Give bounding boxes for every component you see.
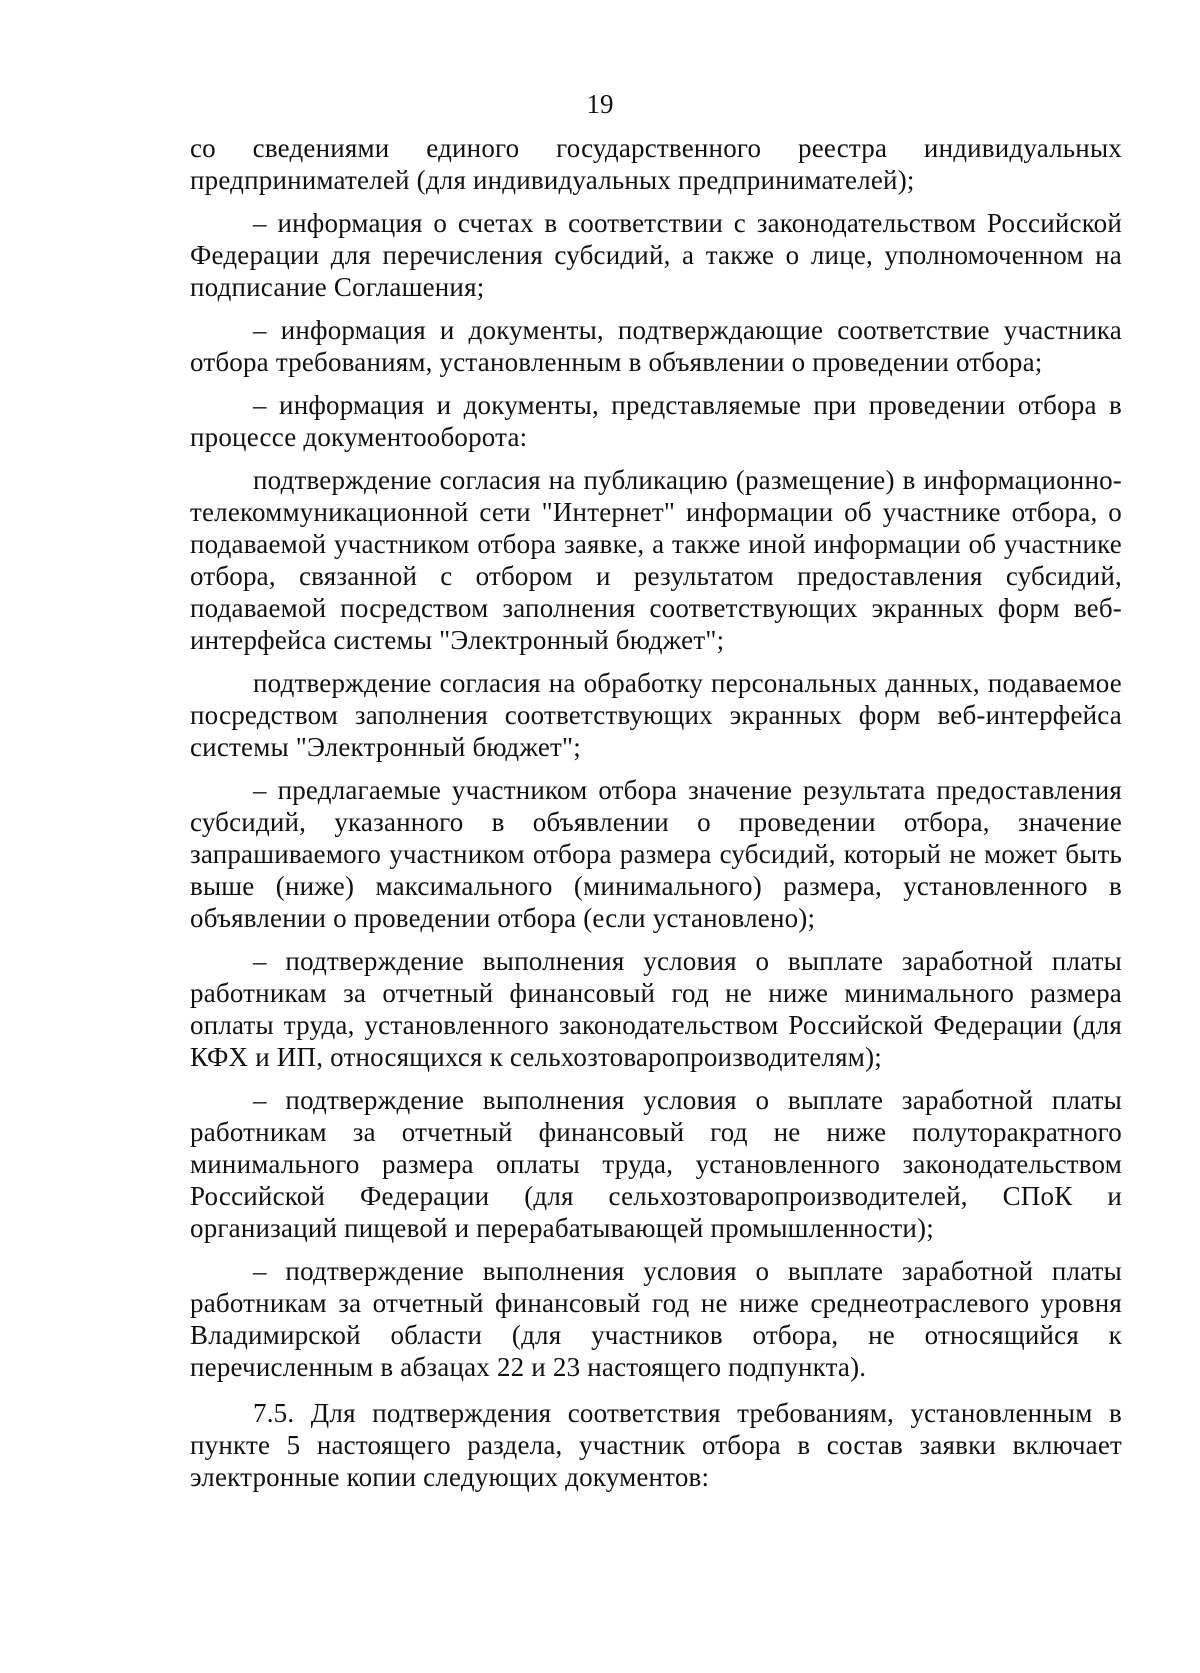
paragraph-wage-industry-average: – подтверждение выполнения условия о выплате заработной платы работникам за отчетный финансовый год не ниже среднеотраслевого уровня Владимирской области (для участников отбора, не относящийся к перечисленным в абзацах 22 и 23 настоящего подпункта). bbox=[190, 1256, 1122, 1382]
paragraph-section-7-5: 7.5. Для подтверждения соответствия требованиям, установленным в пункте 5 настоящего раздела, участник отбора в состав заявки включает электронные копии следующих документов: bbox=[190, 1398, 1122, 1492]
paragraph-publication-consent: подтверждение согласия на публикацию (размещение) в информационно-телекоммуникационной сети "Интернет" информации об участнике отбора, о подаваемой участником отбора заявке, а также иной информации об участнике отбора, связанной с отбором и результатом предоставления субсидий, подаваемой посредством заполнения соответствующих экранных форм веб-интерфейса системы "Электронный бюджет"; bbox=[190, 465, 1122, 655]
paragraph-document-flow: – информация и документы, представляемые при проведении отбора в процессе документооборота: bbox=[190, 390, 1122, 452]
document-body bbox=[190, 132, 1122, 1504]
paragraph-result-value: – предлагаемые участником отбора значение результата предоставления субсидий, указанного в объявлении о проведении отбора, значение запрашиваемого участником отбора размера субсидий, который не может быть выше (ниже) максимального (минимального) размера, установленного в объявлении о проведении отбора (если установлено); bbox=[190, 775, 1122, 933]
page-number: 19 bbox=[586, 89, 614, 119]
paragraph-compliance-documents: – информация и документы, подтверждающие соответствие участника отбора требованиям, установленным в объявлении о проведении отбора; bbox=[190, 315, 1122, 377]
paragraph-wage-one-and-half: – подтверждение выполнения условия о выплате заработной платы работникам за отчетный финансовый год не ниже полуторакратного минимального размера оплаты труда, установленного законодательством Российской Федерации (для сельхозтоваропроизводителей, СПоК и организаций пищевой и перерабатывающей промышленности); bbox=[190, 1085, 1122, 1243]
paragraph-registry-continuation: со сведениями единого государственного реестра индивидуальных предпринимателей (для индивидуальных предпринимателей); bbox=[190, 133, 1122, 195]
paragraph-personal-data-consent: подтверждение согласия на обработку персональных данных, подаваемое посредством заполнения соответствующих экранных форм веб-интерфейса системы "Электронный бюджет"; bbox=[190, 668, 1122, 762]
paragraph-wage-minimum: – подтверждение выполнения условия о выплате заработной платы работникам за отчетный финансовый год не ниже минимального размера оплаты труда, установленного законодательством Российской Федерации (для КФХ и ИП, относящихся к сельхозтоваропроизводителям); bbox=[190, 946, 1122, 1072]
paragraph-bank-accounts: – информация о счетах в соответствии с законодательством Российской Федерации для перечисления субсидий, а также о лице, уполномоченном на подписание Соглашения; bbox=[190, 208, 1122, 302]
